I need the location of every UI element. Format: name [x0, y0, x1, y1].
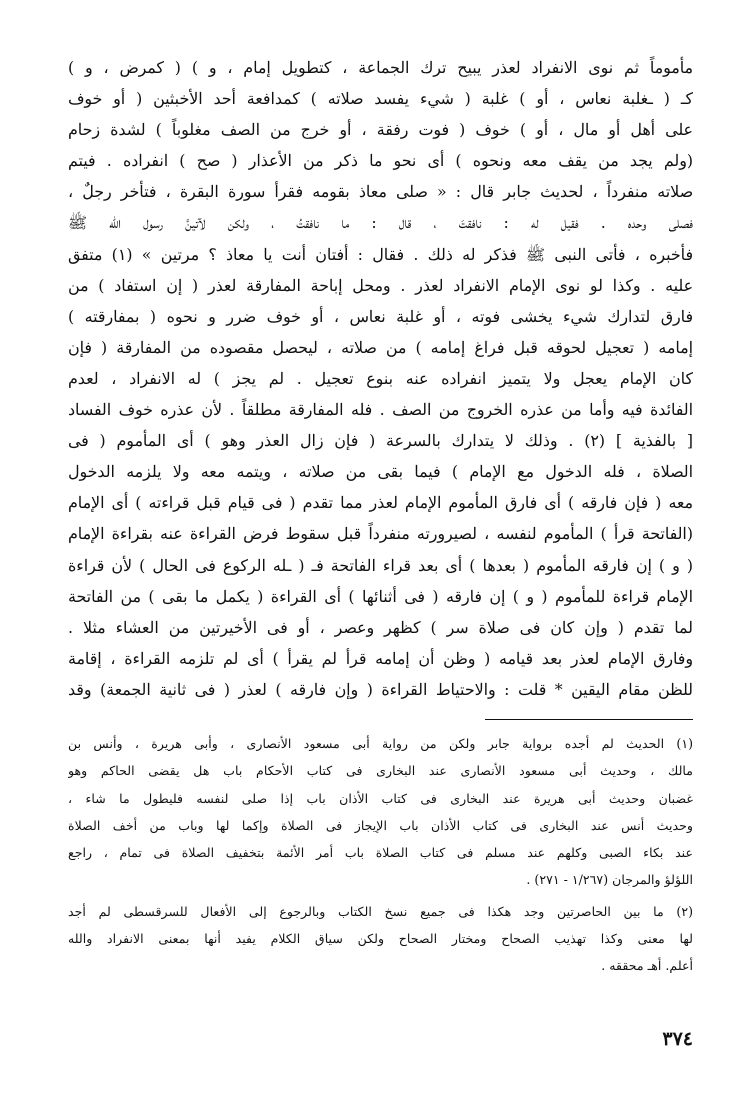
footnote-1 — [68, 730, 693, 894]
text-line: صلاته منفرداً ، لحديث جابر قال : « صلى معاذ بقومه فقرأ سورة البقرة ، فتأخر رجلٌ ، — [68, 182, 693, 202]
text-line: الإمام قراءة للمأموم ( و ) إن فارقه ( فى أثنائها ) أى القراءة ( يكمل ما بقى ) من الفاتحة — [68, 586, 693, 606]
page-number: ٣٧٤ — [662, 1028, 693, 1050]
text-line: (ولم يجد من يقف معه ونحوه ) أى نحو ما ذكر من الأعذار ( صح ) انفراده . فيتم — [68, 151, 693, 171]
text-line: فصلى وحده . فقيل له : نافقتَ ، قال : ما نافقتُ ، ولكن لآتينَّ رسول الله ﷺ — [68, 213, 693, 233]
text-line: الصلاة ، فله الدخول مع الإمام ) فيما بقى من صلاته ، ويتمه معه ولا يلزمه الدخول — [68, 462, 693, 482]
text-line: معه ( فإن فارقه ) أى فارق المأموم الإمام لعذر مما تقدم ( فى قيام قبل قراءته ) أى الإمام — [68, 493, 693, 513]
footnotes — [68, 730, 693, 980]
text-line: كان الإمام يعجل ولا يتميز انفراده عنه بنوع تعجيل . لم يجز ) له الانفراد ، لعدم — [68, 368, 693, 388]
text-line: للظن مقام اليقين * قلت : والاحتياط القراءة ( وإن فارقه ) لعذر ( فى ثانية الجمعة) وقد — [68, 679, 693, 699]
text-line: [ بالفذية ] (٢) . وذلك لا يتدارك بالسرعة ( فإن زال العذر وهو ) أى المأموم ( فى — [68, 431, 693, 451]
footnote-line: (١) الحديث لم أجده برواية جابر ولكن من رواية أبى مسعود الأنصارى ، وأبى هريرة ، وأنس بن — [68, 735, 693, 751]
footnote-line: وحديث أنس عند البخارى فى كتاب الأذان باب الإيجاز فى الصلاة وإكما لها وباب من أخف الصلاة — [68, 817, 693, 833]
footnote-line: (٢) ما بين الحاصرتين وجد هكذا فى جميع نسخ الكتاب وبالرجوع إلى الأفعال للسرقسطى لم أجد — [68, 903, 693, 919]
text-line: الفائدة فيه وأما من عذره الخروج من الصف . فله المفارقة مطلقاً . لأن عذره خوف الفساد — [68, 400, 693, 420]
text-line: كـ ( ـغلبة نعاس ، أو ) غلبة ( شيء يفسد صلاته ) كمدافعة أحد الأخبثين ( أو خوف — [68, 89, 693, 109]
text-line: وفارق الإمام لعذر بعد قيامه ( وظن أن إمامه قرأ لم يقرأ ) أى لم تلزمه القراءة ، إقامة — [68, 648, 693, 668]
main-text — [68, 52, 693, 705]
footnote-line: عند بكاء الصبى وكلهم عند مسلم فى كتاب الصلاة باب أمر الأئمة بتخفيف الصلاة فى تمام ، راجع — [68, 845, 693, 861]
text-line: فارق لتدارك شيء يخشى فوته ، أو غلبة نعاس ، أو خوف ضرر و نحوه ( بمفارقته ) — [68, 306, 693, 326]
footnote-divider — [485, 719, 693, 720]
footnote-line: لها معنى وكذا تهذيب الصحاح ومختار الصحاح ولكن سياق الكلام يفيد أنها بمعنى الانفراد والله — [68, 931, 693, 947]
footnote-line: مالك ، وحديث أبى مسعود الأنصارى عند البخارى فى كتاب الأحكام باب هل يقضى الحاكم وهو — [68, 763, 693, 779]
text-line: لما تقدم ( وإن كان فى صلاة سر ) كظهر وعصر ، أو فى الأخيرتين من العشاء مثلا . — [68, 617, 693, 637]
footnote-line: غضبان وحديث أبى هريرة عند البخارى فى كتاب الأذان باب إذا صلى لنفسه فليطول ما شاء ، — [68, 790, 693, 806]
text-line: عليه . وكذا لو نوى الإمام الانفراد لعذر . ومحل إباحة المفارقة لعذر ( إن استفاد ) من — [68, 275, 693, 295]
text-line: فأخبره ، فأتى النبى ﷺ فذكر له ذلك . فقال : أفتان أنت يا معاذ ؟ مرتين » (١) متفق — [68, 244, 693, 264]
text-line: مأموماً ثم نوى الانفراد لعذر يبيح ترك الجماعة ، كتطويل إمام ، و ) ( كمرض ، و ) — [68, 58, 693, 77]
text-line: (الفاتحة قرأ ) المأموم لنفسه ، لصيرورته منفرداً قبل سقوط فرض القراءة عنه بقراءة الإمام — [68, 524, 693, 544]
footnote-line: اللؤلؤ والمرجان (١/٢٦٧ - ٢٧١) . — [526, 872, 693, 888]
text-line: على أهل أو مال ، أو ) خوف ( فوت رفقة ، أو خرج من الصف مغلوباً ) لشدة زحام — [68, 120, 693, 140]
text-line: إمامه ( تعجيل لحوقه قبل فراغ إمامه ) من صلاته ، ليحصل مقصوده من المفارقة ( فإن — [68, 337, 693, 357]
footnote-line: أعلم. أهـ محققه . — [601, 958, 693, 974]
footnote-2 — [68, 898, 693, 980]
text-line: ( و ) إن فارقه المأموم ( بعدها ) أى بعد قراء الفاتحة فـ ( ـله الركوع فى الحال ) لأن قراءة — [68, 555, 693, 575]
